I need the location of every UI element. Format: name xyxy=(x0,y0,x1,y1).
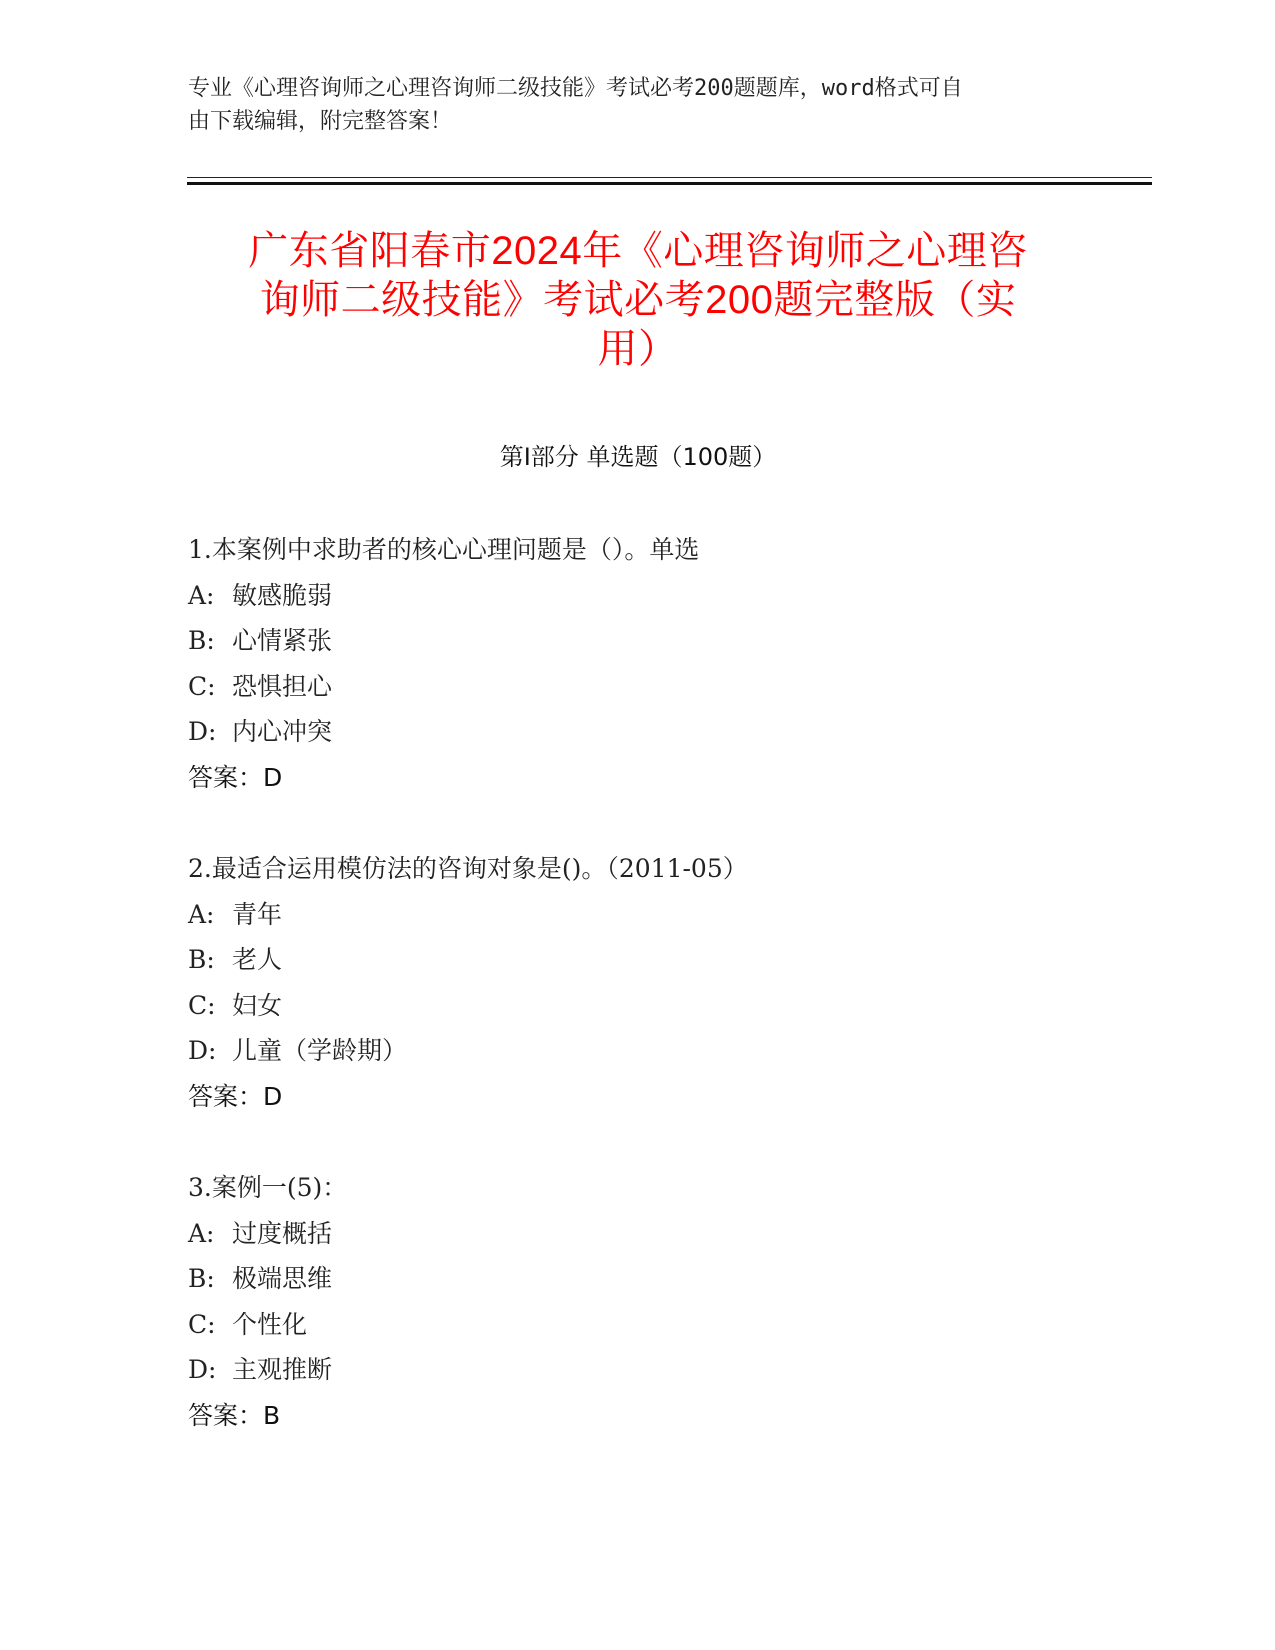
option-text: 内心冲突 xyxy=(232,717,333,746)
option-text: 过度概括 xyxy=(232,1218,333,1248)
header-note-line-1: 专业《心理咨询师之心理咨询师二级技能》考试必考200题题库，word格式可自 xyxy=(188,76,963,101)
option-letter: A: xyxy=(188,899,215,929)
option-letter: B: xyxy=(188,626,215,655)
option-text: 青年 xyxy=(232,899,283,929)
question-3 xyxy=(188,1165,1088,1438)
option-letter: D: xyxy=(188,717,217,746)
option-text: 敏感脆弱 xyxy=(232,580,333,610)
answer: 答案：D xyxy=(188,762,283,792)
option-text: 老人 xyxy=(232,945,283,974)
question-stem: 3.案例一(5)： xyxy=(188,1173,348,1202)
title-line-2: 询师二级技能》考试必考200题完整版（实 xyxy=(259,278,1017,322)
option-a xyxy=(188,892,1088,938)
option-letter: D: xyxy=(188,1036,217,1065)
option-letter: D: xyxy=(188,1355,217,1384)
option-c xyxy=(188,664,1088,710)
option-a xyxy=(188,1211,1088,1257)
option-text: 极端思维 xyxy=(232,1264,333,1293)
option-d xyxy=(188,709,1088,755)
option-letter: A: xyxy=(188,1218,215,1248)
question-2 xyxy=(188,846,1088,1119)
header-divider-thin xyxy=(187,177,1152,178)
option-b xyxy=(188,618,1088,664)
option-text: 心情紧张 xyxy=(232,626,333,655)
option-d xyxy=(188,1028,1088,1074)
option-text: 主观推断 xyxy=(232,1355,333,1384)
option-c xyxy=(188,983,1088,1029)
option-b xyxy=(188,937,1088,983)
question-stem: 1.本案例中求助者的核心心理问题是（）。单选 xyxy=(188,535,700,564)
title-line-3: 用） xyxy=(597,327,679,371)
option-text: 恐惧担心 xyxy=(232,671,333,701)
option-letter: C: xyxy=(188,990,216,1020)
option-b xyxy=(188,1256,1088,1302)
header-note xyxy=(188,72,1068,138)
option-letter: C: xyxy=(188,1309,216,1339)
section-heading: 第Ⅰ部分 单选题（100题） xyxy=(499,443,777,471)
header-divider-thick xyxy=(187,182,1152,185)
option-c xyxy=(188,1302,1088,1348)
option-letter: B: xyxy=(188,1264,215,1293)
document-title xyxy=(188,227,1088,374)
option-d xyxy=(188,1347,1088,1393)
option-letter: A: xyxy=(188,580,215,610)
option-a xyxy=(188,573,1088,619)
option-text: 儿童（学龄期） xyxy=(232,1036,408,1065)
question-1 xyxy=(188,527,1088,800)
option-text: 妇女 xyxy=(232,990,283,1020)
answer: 答案：D xyxy=(188,1081,283,1111)
title-line-1: 广东省阳春市2024年《心理咨询师之心理咨 xyxy=(248,229,1028,273)
option-text: 个性化 xyxy=(232,1309,308,1339)
question-stem: 2.最适合运用模仿法的咨询对象是()。（2011-05） xyxy=(188,854,748,883)
option-letter: B: xyxy=(188,945,215,974)
option-letter: C: xyxy=(188,671,216,701)
header-note-line-2: 由下载编辑，附完整答案！ xyxy=(188,109,453,134)
answer: 答案：B xyxy=(188,1400,281,1430)
